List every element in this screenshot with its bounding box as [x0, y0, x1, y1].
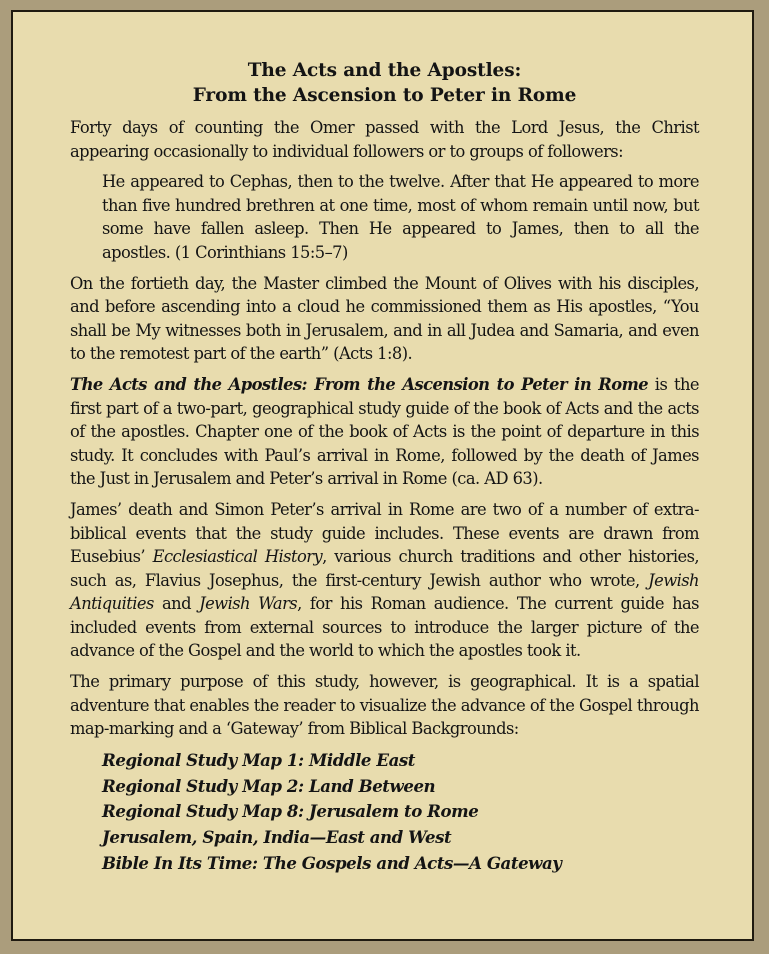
resource-item-map-2: Regional Study Map 2: Land Between [102, 775, 436, 796]
scripture-quote: He appeared to Cephas, then to the twelve. After that He appeared to more than five hundred brethren at one time, most of whom remain until now, but some have fallen asleep. Then He appeared to James, then to all the apostles. (1 Corinthians 15:5–7) [102, 172, 699, 262]
jewish-antiquities-title: Jewish Antiquities [70, 570, 699, 614]
document-content [70, 58, 699, 877]
resource-list [102, 748, 699, 877]
extra-biblical-text-3: and [153, 594, 200, 614]
resource-item-gateway: Bible In Its Time: The Gospels and Acts—A Gateway [102, 853, 562, 874]
document-page [11, 10, 754, 941]
extra-biblical-text-1: James’ death and Simon Peter’s arrival in Rome are two of a number of extra-biblical events that the study guide includes. These events are drawn from Eusebius’ [70, 499, 699, 567]
book-title: The Acts and the Apostles: From the Ascension to Peter in Rome [70, 374, 649, 394]
resource-item-east-west: Jerusalem, Spain, India—East and West [102, 827, 452, 848]
resource-item-map-1: Regional Study Map 1: Middle East [102, 749, 415, 770]
purpose-paragraph: The primary purpose of this study, however, is geographical. It is a spatial adventure that enables the reader to visualize the advance of the Gospel through map-marking and a ‘Gateway’ from Biblical Backgrounds: [70, 672, 699, 739]
title-line-1: The Acts and the Apostles: [247, 60, 522, 81]
extra-biblical-text-4: , for his Roman audience. The current guide has included events from external sources to introduce the larger picture of the advance of the Gospel and the world to which the apostles took it. [70, 594, 699, 661]
ascension-paragraph: On the fortieth day, the Master climbed the Mount of Olives with his disciples, and before ascending into a cloud he commissioned them as His apostles, “You shall be My witnesses both in Jerusalem, and in all Judea and Samaria, and even to the remotest part of the earth” (Acts 1:8). [70, 273, 699, 364]
page-title [70, 58, 699, 108]
extra-biblical-text-2: , various church traditions and other histories, such as, Flavius Josephus, the first-century Jewish author who wrote, [70, 547, 699, 590]
study-guide-text: is the first part of a two-part, geographical study guide of the book of Acts and the acts of the apostles. Chapter one of the book of Acts is the point of departure in this study. It concludes with Paul’s arrival in Rome, followed by the death of James the Just in Jerusalem and Peter’s arrival in Rome (ca. AD 63). [70, 374, 699, 489]
extra-biblical-paragraph [70, 498, 699, 663]
ecclesiastical-history-title: Ecclesiastical History [152, 547, 323, 567]
resource-item-map-8: Regional Study Map 8: Jerusalem to Rome [102, 801, 479, 822]
intro-paragraph: Forty days of counting the Omer passed with the Lord Jesus, the Christ appearing occasionally to individual followers or to groups of followers: [70, 118, 699, 161]
jewish-wars-title: Jewish Wars [199, 594, 298, 614]
study-guide-paragraph [70, 373, 699, 491]
title-line-2: From the Ascension to Peter in Rome [192, 85, 577, 106]
